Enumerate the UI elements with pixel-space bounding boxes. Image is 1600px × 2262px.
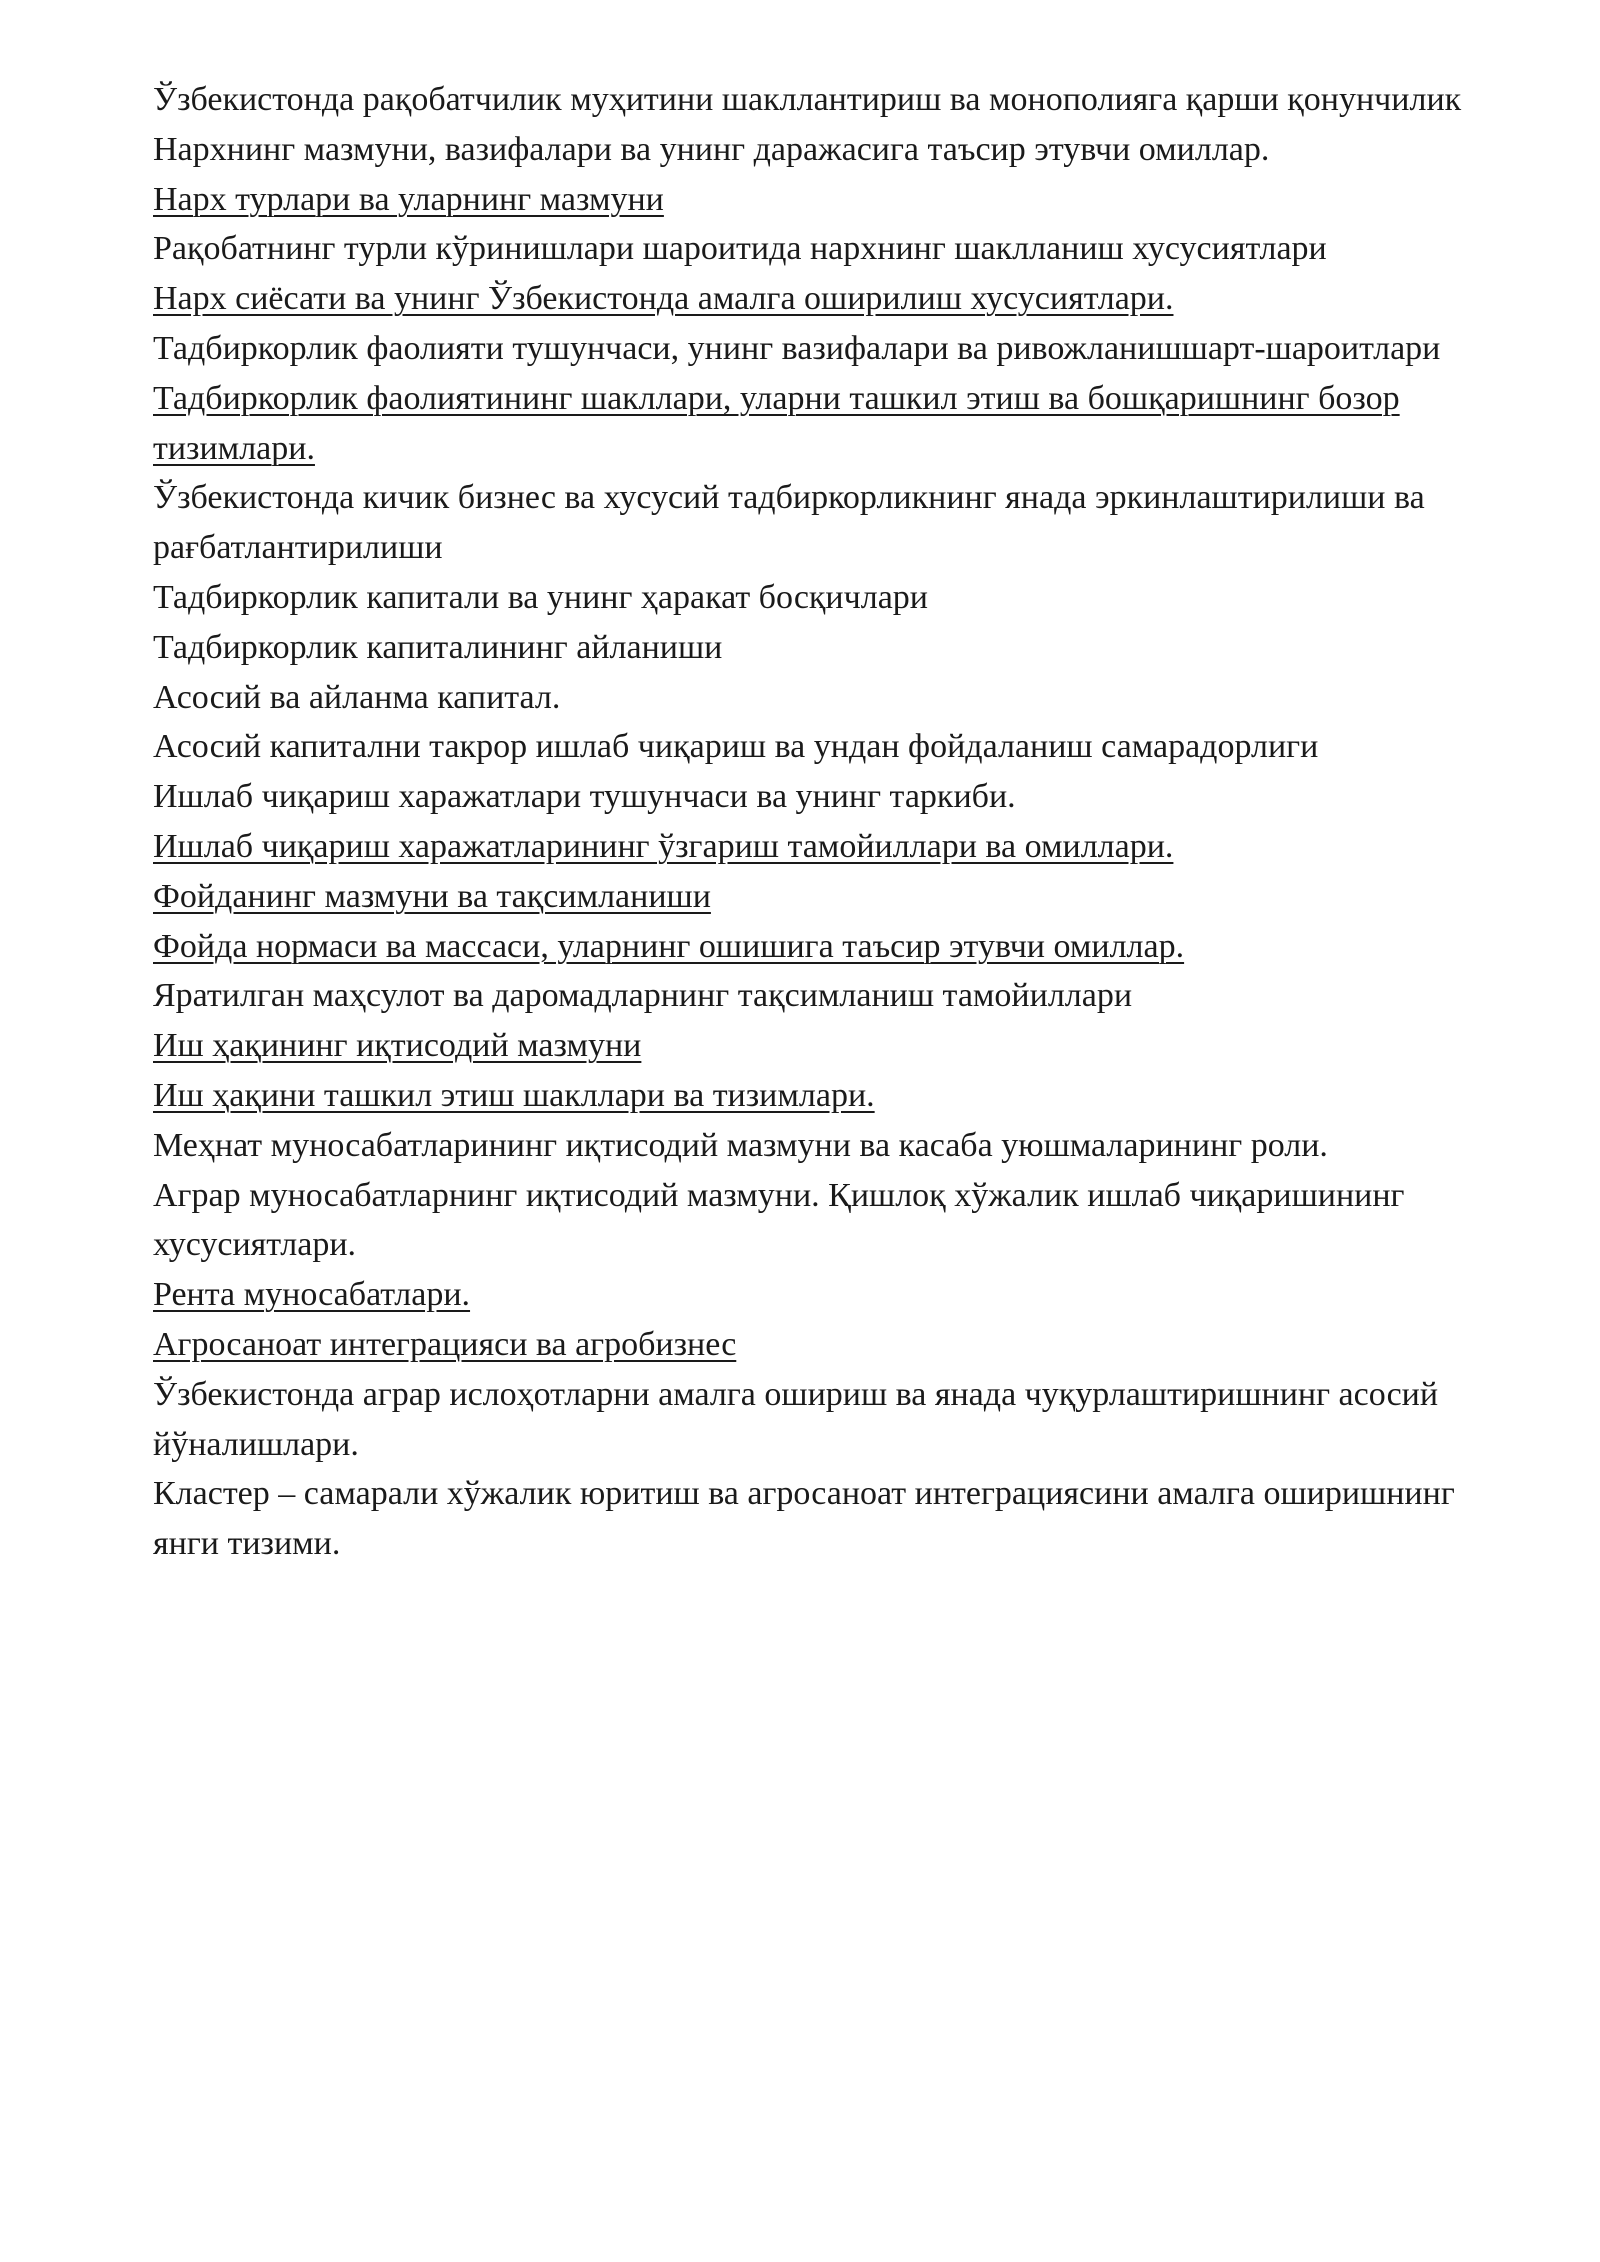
topic-item: Кластер – самарали хўжалик юритиш ва агросаноат интеграциясини амалга оширишнинг янги тизими.	[153, 1475, 1455, 1563]
topic-item: Тадбиркорлик фаолияти тушунчаси, унинг вазифалари ва ривожланишшарт-шароитлари	[153, 329, 1441, 367]
topic-item: Тадбиркорлик капитали ва унинг ҳаракат босқичлари	[153, 578, 928, 616]
topic-item: Агросаноат интеграцияси ва агробизнес	[153, 1325, 737, 1363]
topic-item: Аграр муносабатларнинг иқтисодий мазмуни. Қишлоқ хўжалик ишлаб чиқаришининг хусусиятлари.	[153, 1176, 1405, 1264]
topic-item: Ўзбекистонда рақобатчилик муҳитини шакллантириш ва монополияга қарши қонунчилик	[153, 81, 1462, 118]
topic-item: Асосий капитални такрор ишлаб чиқариш ва ундан фойдаланиш самарадорлиги	[153, 728, 1319, 766]
topic-item: Тадбиркорлик фаолиятининг шакллари, уларни ташкил этиш ва бошқаришнинг бозор тизимлари.	[153, 379, 1400, 467]
topic-item: Ишлаб чиқариш харажатлари тушунчаси ва унинг таркиби.	[153, 778, 1016, 816]
topic-item: Фойда нормаси ва массаси, уларнинг ошишига таъсир этувчи омиллар.	[153, 927, 1185, 965]
topic-item: Нарх сиёсати ва унинг Ўзбекистонда амалга оширилиш хусусиятлари.	[153, 280, 1174, 318]
topic-item: Нарх турлари ва уларнинг мазмуни	[153, 180, 664, 218]
topic-item: Рақобатнинг турли кўринишлари шароитида нархнинг шаклланиш хусусиятлари	[153, 230, 1327, 268]
topic-item: Нархнинг мазмуни, вазифалари ва унинг даражасига таъсир этувчи омиллар.	[153, 130, 1270, 168]
topic-item: Иш ҳақининг иқтисодий мазмуни	[153, 1027, 642, 1065]
topic-item: Тадбиркорлик капиталининг айланиши	[153, 628, 723, 666]
topic-item: Асосий ва айланма капитал.	[153, 678, 561, 716]
topic-item: Фойданинг мазмуни ва тақсимланиши	[153, 877, 711, 915]
topic-item: Яратилган маҳсулот ва даромадларнинг тақсимланиш тамойиллари	[153, 977, 1133, 1015]
topic-item: Ишлаб чиқариш харажатларининг ўзгариш тамойиллари ва омиллари.	[153, 827, 1174, 865]
topic-item: Ўзбекистонда аграр ислоҳотларни амалга ошириш ва янада чуқурлаштиришнинг асосий йўналишлари.	[153, 1375, 1439, 1463]
document-body	[153, 75, 1473, 1569]
topic-item: Иш ҳақини ташкил этиш шакллари ва тизимлари.	[153, 1076, 875, 1114]
topic-item: Ўзбекистонда кичик бизнес ва хусусий тадбиркорликнинг янада эркинлаштирилиши ва рағбатлантирилиши	[153, 479, 1425, 567]
topic-item: Рента муносабатлари.	[153, 1276, 471, 1314]
topic-item: Меҳнат муносабатларининг иқтисодий мазмуни ва касаба уюшмаларининг роли.	[153, 1126, 1328, 1164]
